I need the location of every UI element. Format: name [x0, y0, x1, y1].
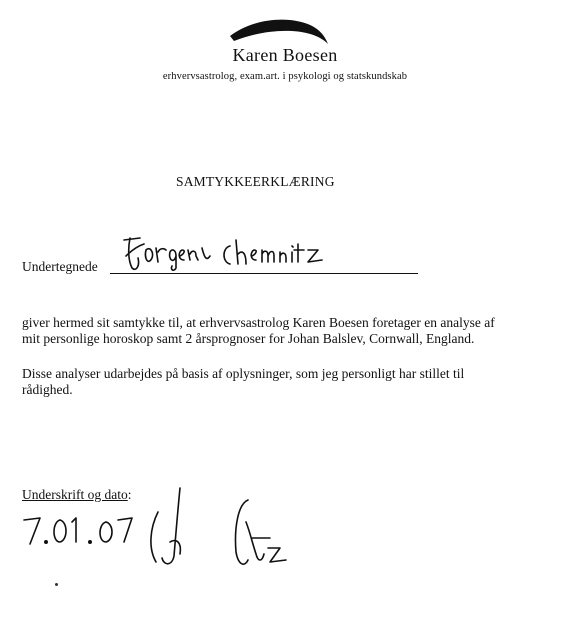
signer-label: Undertegnede — [22, 259, 98, 274]
signature-label-text: Underskrift og dato — [22, 487, 128, 502]
information-line-2: rådighed. — [22, 382, 73, 397]
information-paragraph — [22, 366, 562, 398]
signer-name-handwriting — [118, 228, 368, 278]
stray-ink-dot — [55, 583, 58, 586]
consent-line-2: mit personlige horoskop samt 2 årsprognoser for Johan Balslev, Cornwall, England. — [22, 331, 475, 346]
consent-paragraph — [22, 315, 562, 347]
signature-handwriting — [140, 482, 290, 572]
information-line-1: Disse analyser udarbejdes på basis af oplysninger, som jeg personligt har stillet til — [22, 366, 465, 381]
letterhead-subtitle: erhvervsastrolog, exam.art. i psykologi og statskundskab — [162, 71, 408, 82]
letterhead-name: Karen Boesen — [232, 45, 338, 65]
date-handwriting — [20, 506, 138, 556]
consent-line-1: giver hermed sit samtykke til, at erhvervsastrolog Karen Boesen foretager en analyse af — [22, 315, 495, 330]
signature-label-colon: : — [127, 487, 132, 502]
document-title: SAMTYKKEERKLÆRING — [176, 174, 335, 189]
signature-label — [22, 487, 132, 503]
letterhead-brush-mark — [228, 14, 330, 48]
